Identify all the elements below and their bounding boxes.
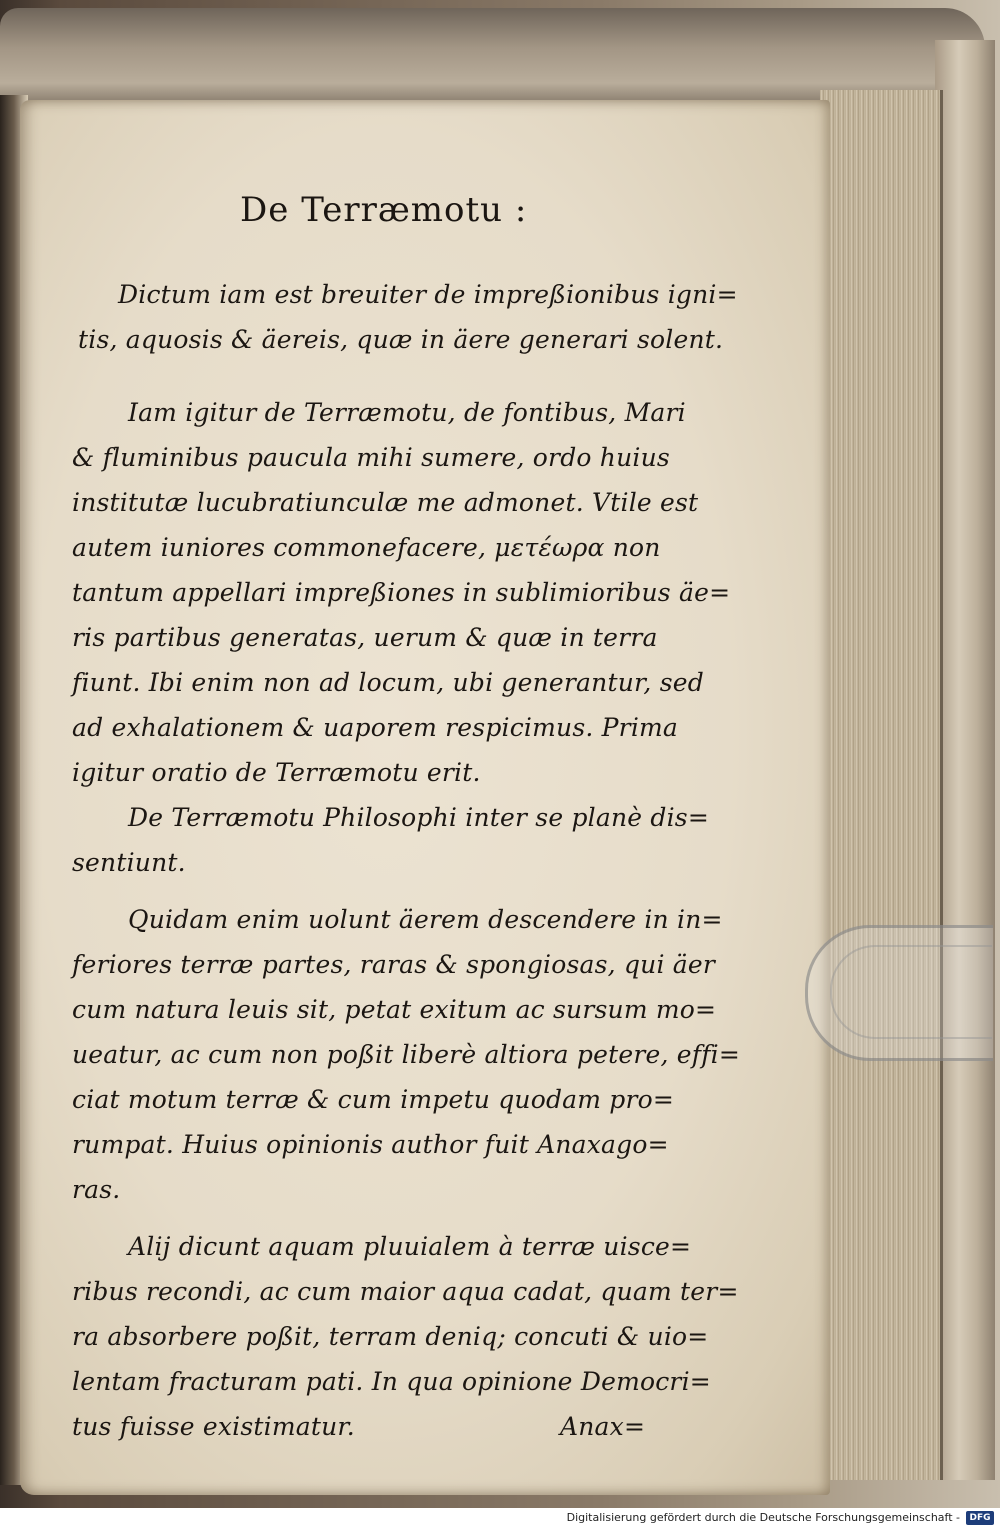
text-line: De Terræmotu Philosophi inter se planè dis= [128,803,709,832]
text-line: Iam igitur de Terræmotu, de fontibus, Mari [128,398,686,427]
text-line: & fluminibus paucula mihi sumere, ordo huius [72,443,670,472]
text-line: Quidam enim uolunt äerem descendere in in= [128,905,723,934]
funding-credit: Digitalisierung gefördert durch die Deutsche Forschungsgemeinschaft - [566,1511,960,1524]
text-line: ras. [72,1175,121,1204]
page-heading: De Terræmotu : [240,190,528,230]
text-line: tantum appellari impreßiones in sublimioribus äe= [72,578,731,607]
page-stack-fore-edge [820,90,943,1480]
text-line: sentiunt. [72,848,186,877]
text-line: rumpat. Huius opinionis author fuit Anaxago= [72,1130,669,1159]
text-line: Dictum iam est breuiter de impreßionibus igni= [118,280,738,309]
catchword: Anax= [560,1412,646,1441]
footer-bar [0,1508,1000,1529]
text-line: tus fuisse existimatur. [72,1412,355,1441]
book-right-board [935,40,995,1480]
text-line: fiunt. Ibi enim non ad locum, ubi generantur, sed [72,668,704,697]
text-line: autem iuniores commonefacere, μετέωρα non [72,533,661,562]
text-line: lentam fracturam pati. In qua opinione Democri= [72,1367,711,1396]
text-line: institutæ lucubratiunculæ me admonet. Vtile est [72,488,699,517]
dfg-logo: DFG [966,1511,994,1525]
text-line: tis, aquosis & äereis, quæ in äere generari solent. [78,325,724,354]
text-line: feriores terræ partes, raras & spongiosas, qui äer [72,950,716,979]
text-line: ad exhalationem & uaporem respicimus. Prima [72,713,679,742]
text-line: ra absorbere poßit, terram deniq; concuti & uio= [72,1322,709,1351]
text-line: ciat motum terræ & cum impetu quodam pro= [72,1085,675,1114]
text-line: cum natura leuis sit, petat exitum ac sursum mo= [72,995,717,1024]
text-line: ueatur, ac cum non poßit liberè altiora petere, effi= [72,1040,740,1069]
page-clip-inner [830,945,992,1039]
text-line: Alij dicunt aquam pluuialem à terræ uisce= [128,1232,692,1261]
text-line: ribus recondi, ac cum maior aqua cadat, quam ter= [72,1277,739,1306]
text-line: igitur oratio de Terræmotu erit. [72,758,481,787]
text-line: ris partibus generatas, uerum & quæ in terra [72,623,658,652]
